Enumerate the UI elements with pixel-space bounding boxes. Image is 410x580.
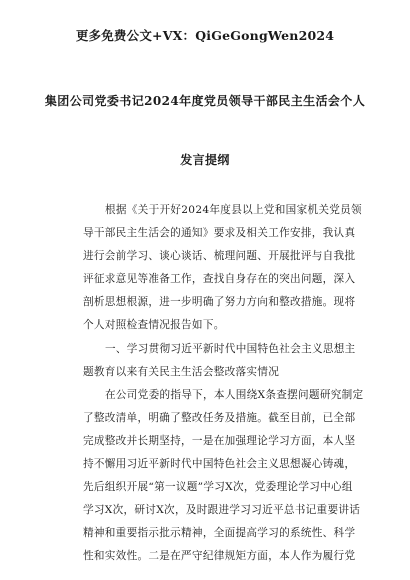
promo-header: 更多免费公文+VX：QiGeGongWen2024 <box>75 28 335 43</box>
body-line: 性和实效性。二是在严守纪律规矩方面，本人作为履行党 <box>83 550 356 563</box>
body-line: 根据《关于开好2024年度县以上党和国家机关党员领 <box>105 204 362 216</box>
body-line: 完成整改并长期坚持，一是在加强理论学习方面，本人坚 <box>83 434 356 447</box>
body-line: 进行会前学习、谈心谈话、梳理问题、开展批评与自我批 <box>83 250 356 263</box>
document-title-line-1: 集团公司党委书记2024年度党员领导干部民主生活会个人 <box>44 94 366 108</box>
document-body <box>83 199 364 569</box>
body-line: 在公司党委的指导下，本人围绕X条查摆问题研究制定 <box>105 388 364 401</box>
body-line: 精神和重要指示批示精神，全面提高学习的系统性、科学 <box>83 527 356 540</box>
body-line: 持不懈用习近平新时代中国特色社会主义思想凝心铸魂， <box>83 458 356 471</box>
body-line: 个人对照检查情况报告如下。 <box>83 319 225 332</box>
body-line: 学习X次，研讨X次，及时跟进学习习近平总书记重要讲话 <box>83 504 361 517</box>
body-line: 先后组织开展“第一议题”学习X次，党委理论学习中心组 <box>83 481 353 494</box>
section-heading-line: 一、学习贯彻习近平新时代中国特色社会主义思想主 <box>105 342 356 355</box>
body-line: 了整改清单，明确了整改任务及措施。截至目前，已全部 <box>83 411 356 424</box>
document-title-line-2: 发言提纲 <box>180 153 230 167</box>
section-heading-line: 题教育以来有关民主生活会整改落实情况 <box>83 365 280 378</box>
body-line: 导干部民主生活会的通知》要求及相关工作安排，我认真 <box>83 227 356 240</box>
body-line: 剖析思想根源，进一步明确了努力方向和整改措施。现将 <box>83 296 356 309</box>
body-line: 评征求意见等准备工作，查找自身存在的突出问题，深入 <box>83 273 356 286</box>
